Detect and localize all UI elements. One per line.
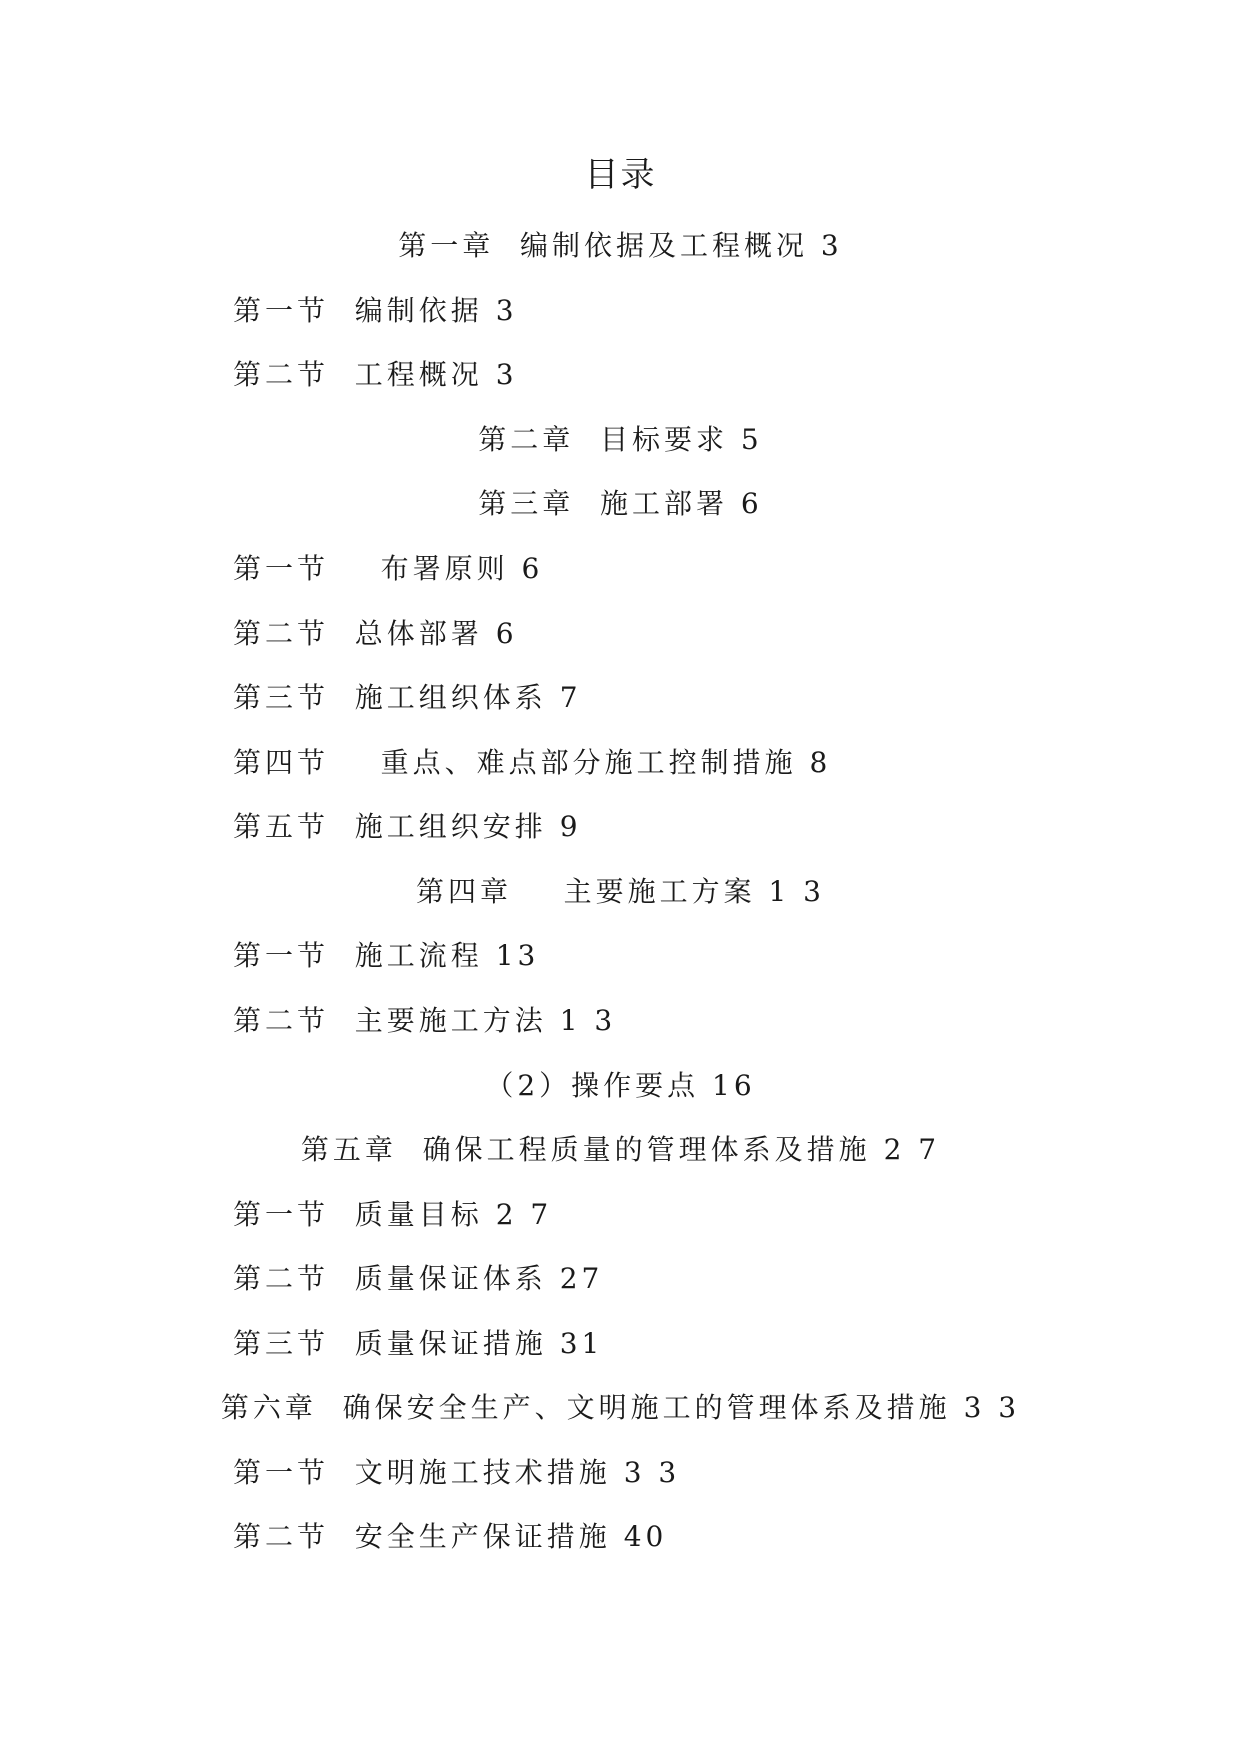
toc-section-3-3: 第三节 施工组织体系 7: [233, 681, 582, 714]
toc-section-1-1: 第一节 编制依据 3: [233, 294, 518, 327]
toc-section-4-1: 第一节 施工流程 13: [233, 939, 540, 972]
toc-section-3-1: 第一节 布署原则 6: [233, 552, 544, 585]
toc-chapter-6: 第六章 确保安全生产、文明施工的管理体系及措施 3 3: [220, 1391, 1021, 1424]
toc-section-5-1: 第一节 质量目标 2 7: [233, 1198, 553, 1231]
toc-title: 目录: [584, 155, 657, 195]
toc-section-5-2: 第二节 质量保证体系 27: [233, 1262, 604, 1295]
toc-section-6-2: 第二节 安全生产保证措施 40: [233, 1520, 668, 1553]
toc-subitem-operation-points: （2）操作要点 16: [485, 1069, 756, 1102]
toc-section-3-2: 第二节 总体部署 6: [233, 617, 518, 650]
toc-chapter-3: 第三章 施工部署 6: [478, 487, 763, 520]
toc-chapter-1: 第一章 编制依据及工程概况 3: [398, 229, 843, 262]
toc-section-6-1: 第一节 文明施工技术措施 3 3: [233, 1456, 681, 1489]
toc-chapter-2: 第二章 目标要求 5: [478, 423, 763, 456]
toc-section-3-4: 第四节 重点、难点部分施工控制措施 8: [233, 746, 832, 779]
toc-section-1-2: 第二节 工程概况 3: [233, 358, 518, 391]
toc-section-4-2: 第二节 主要施工方法 1 3: [233, 1004, 617, 1037]
toc-chapter-5: 第五章 确保工程质量的管理体系及措施 2 7: [300, 1133, 941, 1166]
toc-section-3-5: 第五节 施工组织安排 9: [233, 810, 582, 843]
toc-section-5-3: 第三节 质量保证措施 31: [233, 1327, 604, 1360]
toc-chapter-4: 第四章 主要施工方案 1 3: [415, 875, 826, 908]
